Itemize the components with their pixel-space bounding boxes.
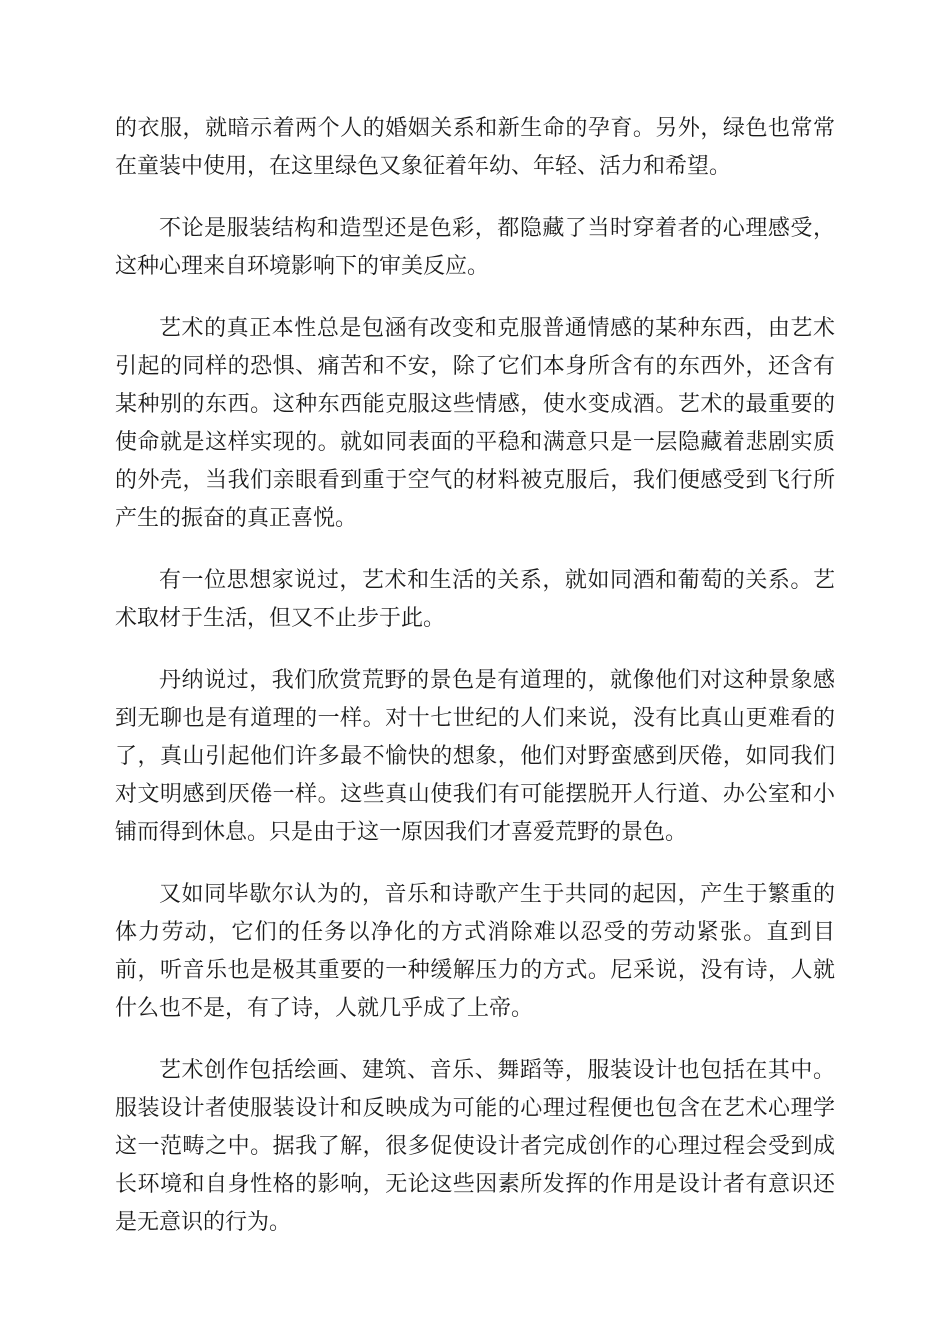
paragraph-music-poetry: 又如同毕歇尔认为的，音乐和诗歌产生于共同的起因，产生于繁重的体力劳动，它们的任务以净化的方式消除难以忍受的劳动紧张。直到目前，听音乐也是极其重要的一种缓解压力的方式。尼采说，没有诗，人就什么也不是，有了诗，人就几乎成了上帝。 (115, 882, 835, 1021)
paragraph-taine-wilderness: 丹纳说过，我们欣赏荒野的景色是有道理的，就像他们对这种景象感到无聊也是有道理的一样。对十七世纪的人们来说，没有比真山更难看的了，真山引起他们许多最不愉快的想象，他们对野蛮感到厌倦，如同我们对文明感到厌倦一样。这些真山使我们有可能摆脱开人行道、办公室和小铺而得到休息。只是由于这一原因我们才喜爱荒野的景色。 (115, 668, 835, 845)
paragraph-clothing-structure: 不论是服装结构和造型还是色彩，都隐藏了当时穿着者的心理感受，这种心理来自环境影响下的审美反应。 (115, 216, 835, 279)
paragraph-art-creation: 艺术创作包括绘画、建筑、音乐、舞蹈等，服装设计也包括在其中。服装设计者使服装设计和反映成为可能的心理过程便也包含在艺术心理学这一范畴之中。据我了解，很多促使设计者完成创作的心理过程会受到成长环境和自身性格的影响，无论这些因素所发挥的作用是设计者有意识还是无意识的行为。 (115, 1058, 835, 1235)
document-body (115, 110, 835, 1266)
paragraph-continuation: 的衣服，就暗示着两个人的婚姻关系和新生命的孕育。另外，绿色也常常在童装中使用，在这里绿色又象征着年幼、年轻、活力和希望。 (115, 116, 835, 179)
paragraph-art-nature: 艺术的真正本性总是包涵有改变和克服普通情感的某种东西，由艺术引起的同样的恐惧、痛苦和不安，除了它们本身所含有的东西外，还含有某种别的东西。这种东西能克服这些情感，使水变成酒。艺术的最重要的使命就是这样实现的。就如同表面的平稳和满意只是一层隐藏着悲剧实质的外壳，当我们亲眼看到重于空气的材料被克服后，我们便感受到飞行所产生的振奋的真正喜悦。 (115, 316, 835, 531)
paragraph-art-and-life: 有一位思想家说过，艺术和生活的关系，就如同酒和葡萄的关系。艺术取材于生活，但又不止步于此。 (115, 568, 835, 631)
